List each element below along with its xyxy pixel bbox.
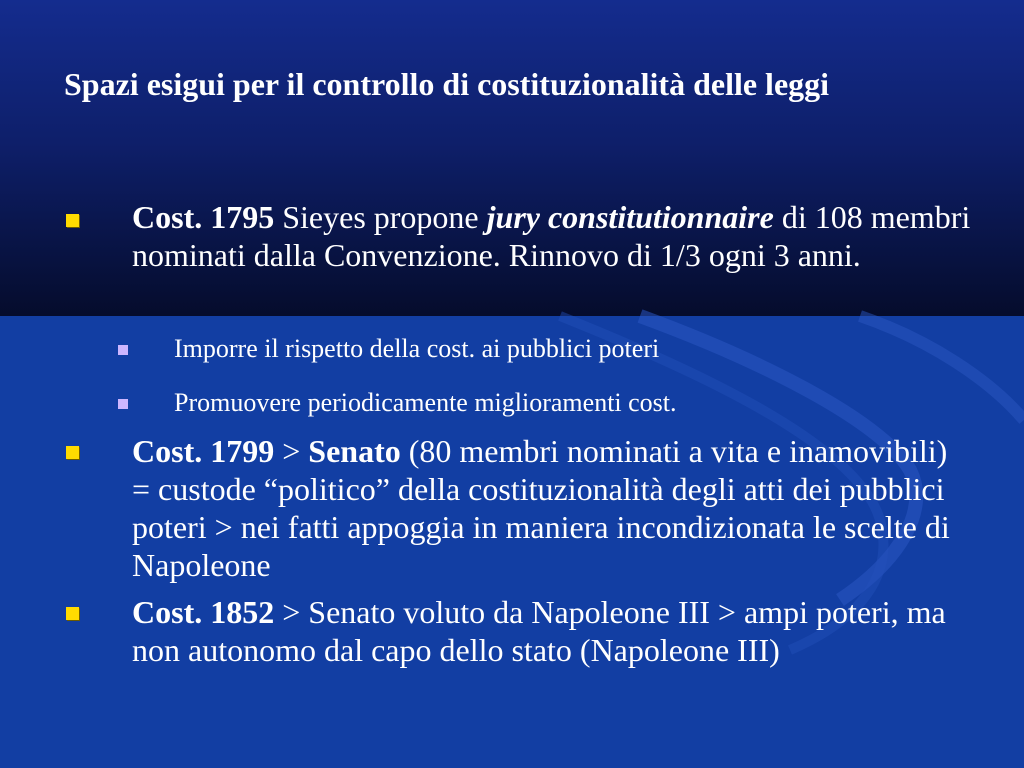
bullet-text: di 108 membri nominati dalla Convenzione. Rinnovo di 1/3 ogni 3 anni.	[132, 199, 971, 273]
bullet-lead: Cost. 1852	[132, 594, 275, 630]
bullet-text: Sieyes propone	[274, 199, 487, 235]
bullet-lead: Cost. 1799	[132, 433, 275, 469]
bullet-lead-senato: Senato	[308, 433, 401, 469]
bullet-square-icon	[66, 446, 79, 459]
sub-bullet-square-icon	[118, 345, 128, 355]
sub-bullet-imporre: Imporre il rispetto della cost. ai pubblici poteri	[174, 334, 660, 363]
bullet-separator: >	[274, 433, 309, 469]
bullet-lead: Cost. 1795	[132, 199, 275, 235]
bullet-square-icon	[66, 607, 79, 620]
bullet-cost-1795	[132, 198, 972, 274]
sub-bullet-square-icon	[118, 399, 128, 409]
bullet-square-icon	[66, 214, 79, 227]
bullet-cost-1852	[132, 593, 972, 669]
bullet-cost-1799	[132, 432, 972, 584]
slide-title: Spazi esigui per il controllo di costituzionalità delle leggi	[64, 66, 830, 102]
sub-bullet-promuovere: Promuovere periodicamente miglioramenti cost.	[174, 388, 677, 417]
bullet-emphasis: jury constitutionnaire	[486, 199, 774, 235]
bullet-text: > Senato voluto da Napoleone III > ampi poteri, ma non autonomo dal capo dello stato (Napoleone III)	[132, 594, 946, 668]
bullet-text: (80 membri nominati a vita e inamovibili) = custode “politico” della costituzionalità degli atti dei pubblici poteri > nei fatti appoggia in maniera incondizionata le scelte di Napoleone	[132, 433, 950, 583]
